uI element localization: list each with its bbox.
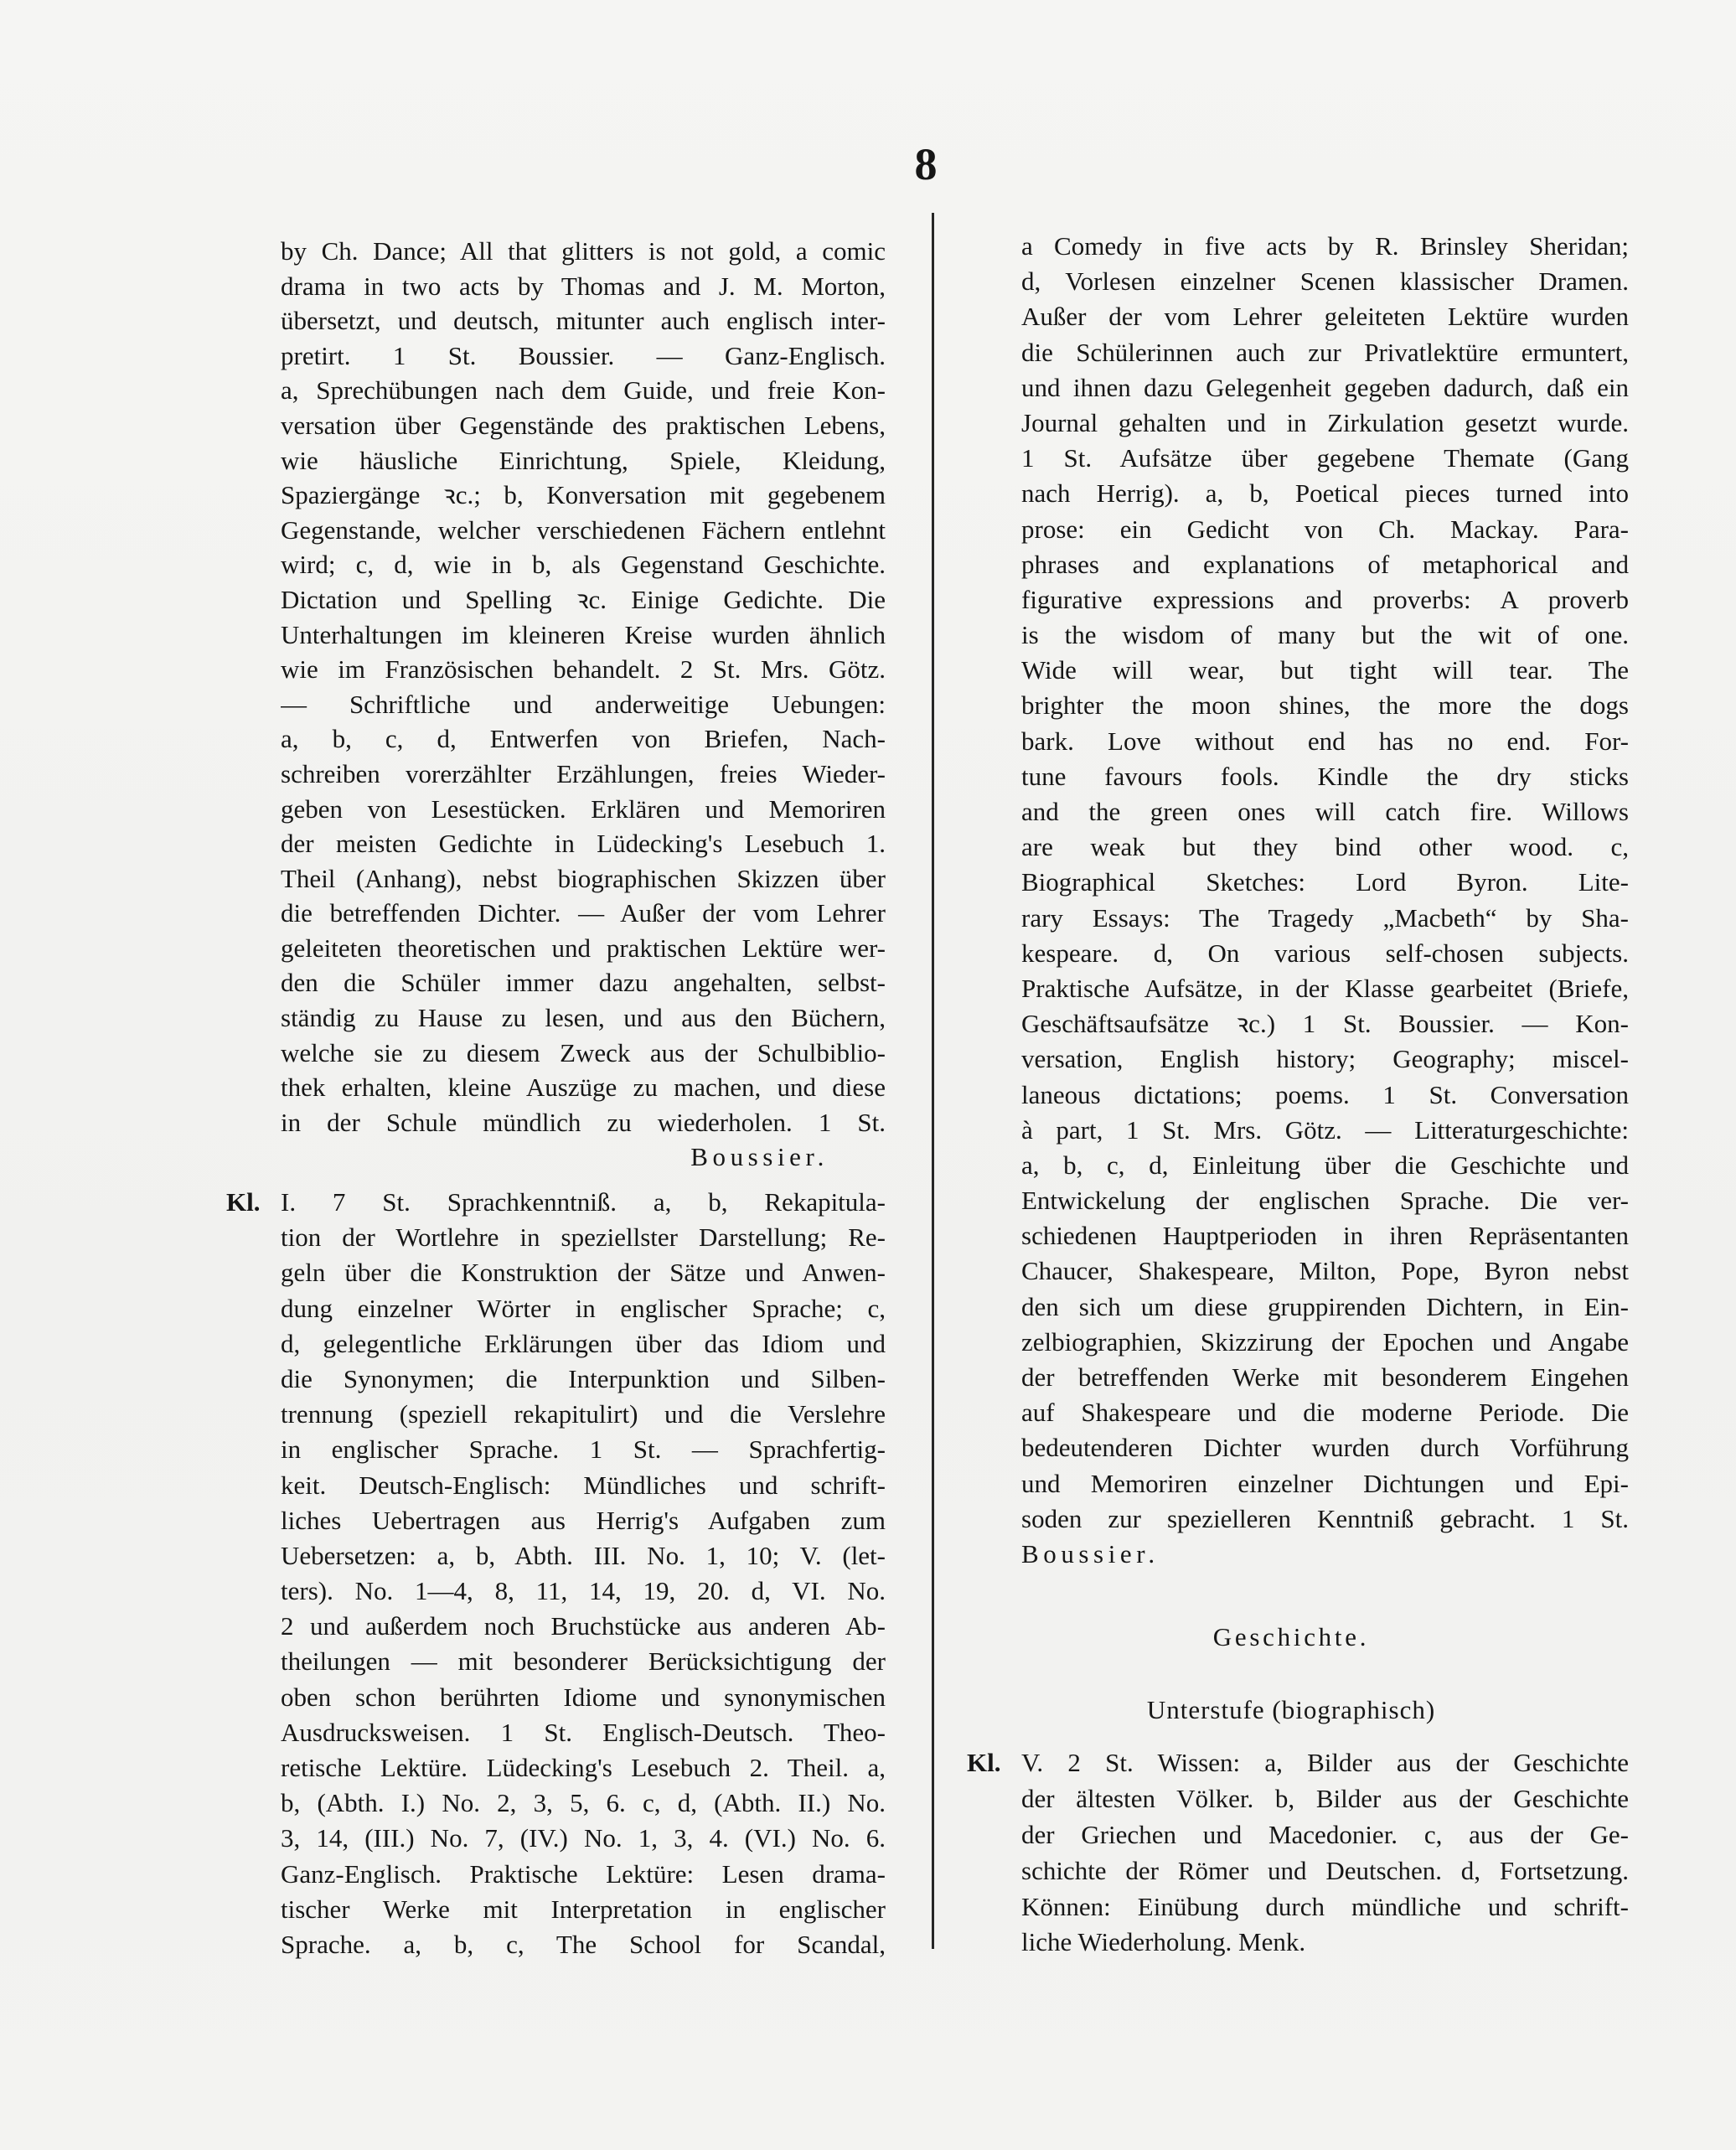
class-section-kl1 (226, 1185, 886, 1962)
text-line: phrases and explanations of metaphorical and (1021, 549, 1629, 579)
text-line: in englischer Sprache. 1 St. — Sprachfertig- (281, 1434, 886, 1465)
text-line: b, (Abth. I.) No. 2, 3, 5, 6. c, d, (Abth. II.) No. (281, 1788, 886, 1818)
text-line: d, gelegentliche Erklärungen über das Idiom und (281, 1328, 886, 1358)
text-line: Außer der vom Lehrer geleiteten Lektüre wurden (1021, 302, 1629, 332)
text-line: Dictation und Spelling ꝛc. Einige Gedichte. Die (281, 584, 886, 614)
text-line: thek erhalten, kleine Auszüge zu machen, und diese (281, 1072, 886, 1103)
text-line: prose: ein Gedicht von Ch. Mackay. Para- (1021, 514, 1629, 544)
text-line: geben von Lesestücken. Erklären und Memoriren (281, 793, 886, 824)
text-line: a, Sprechübungen nach dem Guide, und freie Kon- (281, 375, 886, 406)
text-line: der betreffenden Werke mit besonderem Eingehen (1021, 1362, 1629, 1392)
text-line: die Schülerinnen auch zur Privatlektüre ermuntert, (1021, 337, 1629, 367)
text-line: zelbiographien, Skizzirung der Epochen und Angabe (1021, 1326, 1629, 1357)
text-line: a, b, c, d, Entwerfen von Briefen, Nach- (281, 724, 886, 754)
text-line: Praktische Aufsätze, in der Klasse gearbeitet (Briefe, (1021, 973, 1629, 1003)
text-line: schichte der Römer und Deutschen. d, Fortsetzung. (1021, 1855, 1629, 1885)
text-line: Journal gehalten und in Zirkulation gesetzt wurde. (1021, 407, 1629, 437)
text-line: und ihnen dazu Gelegenheit gegeben dadurch, daß ein (1021, 372, 1629, 402)
text-line: Ausdrucksweisen. 1 St. Englisch-Deutsch. Theo- (281, 1717, 886, 1747)
text-line: tune favours fools. Kindle the dry sticks (1021, 761, 1629, 791)
text-line: der ältesten Völker. b, Bilder aus der Geschichte (1021, 1783, 1629, 1813)
text-line: keit. Deutsch-Englisch: Mündliches und schrift- (281, 1470, 886, 1500)
right-column-paragraph (1021, 229, 1629, 1572)
text-line: 1 St. Aufsätze über gegebene Themate (Gang (1021, 443, 1629, 473)
text-line: pretirt. 1 St. Boussier. — Ganz-Englisch. (281, 340, 886, 370)
text-line: 2 und außerdem noch Bruchstücke aus anderen Ab- (281, 1611, 886, 1641)
text-line: liche Wiederholung. Menk. (1021, 1927, 1306, 1957)
text-line: V. 2 St. Wissen: a, Bilder aus der Geschichte (1021, 1748, 1629, 1777)
text-line: tion der Wortlehre in speziellster Darstellung; Re- (281, 1222, 886, 1253)
text-line: by Ch. Dance; All that glitters is not gold, a comic (281, 236, 886, 266)
text-line: a Comedy in five acts by R. Brinsley Sheridan; (1021, 231, 1629, 261)
text-line: d, Vorlesen einzelner Scenen klassischer Dramen. (1021, 266, 1629, 297)
section-heading: Geschichte. (1212, 1622, 1370, 1651)
section-subheading: Unterstufe (biographisch) (1146, 1695, 1436, 1724)
text-line: wird; c, d, wie in b, als Gegenstand Geschichte. (281, 550, 886, 580)
text-line: à part, 1 St. Mrs. Götz. — Litteraturgeschichte: (1021, 1114, 1629, 1145)
text-line: are weak but they bind other wood. c, (1021, 832, 1629, 862)
text-line: Uebersetzen: a, b, Abth. III. No. 1, 10; V. (let- (281, 1540, 886, 1570)
text-line: auf Shakespeare und die moderne Periode. Die (1021, 1398, 1629, 1428)
text-line: drama in two acts by Thomas and J. M. Morton, (281, 271, 886, 301)
text-line: and the green ones will catch fire. Willows (1021, 797, 1629, 826)
text-line: Entwickelung der englischen Sprache. Die ver- (1021, 1186, 1629, 1216)
text-line: die betreffenden Dichter. — Außer der vom Lehrer (281, 898, 886, 928)
text-line: geln über die Konstruktion der Sätze und Anwen- (281, 1258, 886, 1288)
text-line: laneous dictations; poems. 1 St. Conversation (1021, 1079, 1629, 1109)
text-line: bark. Love without end has no end. For- (1021, 726, 1629, 756)
text-line: 3, 14, (III.) No. 7, (IV.) No. 1, 3, 4. (VI.) No. 6. (281, 1823, 886, 1853)
text-line: die Synonymen; die Interpunktion und Silben- (281, 1363, 886, 1393)
text-line: geleiteten theoretischen und praktischen Lektüre wer- (281, 933, 886, 963)
text-line: versation, English history; Geography; miscel- (1021, 1044, 1629, 1074)
teacher-signature: Boussier. (1021, 1538, 1160, 1569)
text-line: retische Lektüre. Lüdecking's Lesebuch 2. Theil. a, (281, 1753, 886, 1782)
column-divider (932, 213, 934, 1949)
text-line: versation über Gegenstände des praktischen Lebens, (281, 410, 886, 440)
text-line: übersetzt, und deutsch, mitunter auch englisch inter- (281, 306, 886, 336)
text-line: a, b, c, d, Einleitung über die Geschichte und (1021, 1150, 1629, 1180)
text-line: oben schon berührten Idiome und synonymischen (281, 1682, 886, 1712)
teacher-signature: Boussier. (690, 1142, 829, 1172)
text-line: nach Herrig). a, b, Poetical pieces turned into (1021, 478, 1629, 509)
text-line: rary Essays: The Tragedy „Macbeth“ by Sha- (1021, 902, 1629, 933)
page-number: 8 (914, 139, 938, 189)
text-line: Sprache. a, b, c, The School for Scandal, (281, 1929, 886, 1959)
left-column-paragraph (281, 234, 886, 1175)
class-marker: Kl. (967, 1748, 1001, 1777)
text-line: den die Schüler immer dazu angehalten, selbst- (281, 968, 886, 998)
text-line: soden zur spezielleren Kenntniß gebracht. 1 St. (1021, 1503, 1629, 1533)
text-line: bedeutenderen Dichter wurden durch Vorführung (1021, 1433, 1629, 1463)
text-line: und Memoriren einzelner Dichtungen und Epi- (1021, 1468, 1629, 1498)
text-line: liches Uebertragen aus Herrig's Aufgaben zum (281, 1505, 886, 1535)
text-line: der meisten Gedichte in Lüdecking's Lesebuch 1. (281, 829, 886, 859)
text-line: trennung (speziell rekapitulirt) und die Verslehre (281, 1399, 886, 1429)
text-line: wie im Französischen behandelt. 2 St. Mrs. Götz. (281, 654, 886, 685)
class-marker: Kl. (226, 1187, 261, 1217)
text-line: in der Schule mündlich zu wiederholen. 1 St. (281, 1107, 886, 1137)
text-line: figurative expressions and proverbs: A proverb (1021, 584, 1629, 614)
text-line: ters). No. 1—4, 8, 11, 14, 19, 20. d, VI. No. (281, 1576, 886, 1606)
text-line: Ganz-Englisch. Praktische Lektüre: Lesen drama- (281, 1858, 886, 1889)
text-line: I. 7 St. Sprachkenntniß. a, b, Rekapitula- (281, 1187, 886, 1217)
text-line: Unterhaltungen im kleineren Kreise wurden ähnlich (281, 619, 886, 649)
text-line: den sich um diese gruppirenden Dichtern, in Ein- (1021, 1291, 1629, 1321)
text-line: der Griechen und Macedonier. c, aus der Ge- (1021, 1819, 1629, 1849)
text-line: Gegenstande, welcher verschiedenen Fächern entlehnt (281, 514, 886, 545)
text-line: — Schriftliche und anderweitige Uebungen: (281, 689, 886, 719)
text-line: Theil (Anhang), nebst biographischen Skizzen über (281, 863, 886, 893)
class-section-kl5 (967, 1745, 1629, 1961)
text-line: is the wisdom of many but the wit of one. (1021, 620, 1629, 650)
text-line: brighter the moon shines, the more the dogs (1021, 690, 1629, 721)
text-line: Geschäftsaufsätze ꝛc.) 1 St. Boussier. — Kon- (1021, 1009, 1629, 1039)
text-line: Wide will wear, but tight will tear. The (1021, 655, 1629, 685)
text-line: Biographical Sketches: Lord Byron. Lite- (1021, 867, 1629, 897)
text-line: welche sie zu diesem Zweck aus der Schulbiblio- (281, 1037, 886, 1067)
text-line: theilungen — mit besonderer Berücksichtigung der (281, 1646, 886, 1677)
text-line: schiedenen Hauptperioden in ihren Repräsentanten (1021, 1221, 1629, 1251)
text-line: dung einzelner Wörter in englischer Sprache; c, (281, 1293, 886, 1323)
text-line: ständig zu Hause zu lesen, und aus den Büchern, (281, 1003, 886, 1033)
text-line: tischer Werke mit Interpretation in englischer (281, 1894, 886, 1924)
text-line: schreiben vorerzählter Erzählungen, freies Wieder- (281, 758, 886, 788)
text-line: wie häusliche Einrichtung, Spiele, Kleidung, (281, 445, 886, 475)
text-line: kespeare. d, On various self-chosen subjects. (1021, 938, 1629, 968)
text-line: Können: Einübung durch mündliche und schrift- (1021, 1891, 1629, 1921)
text-line: Chaucer, Shakespeare, Milton, Pope, Byron nebst (1021, 1256, 1629, 1286)
text-line: Spaziergänge ꝛc.; b, Konversation mit gegebenem (281, 480, 886, 510)
